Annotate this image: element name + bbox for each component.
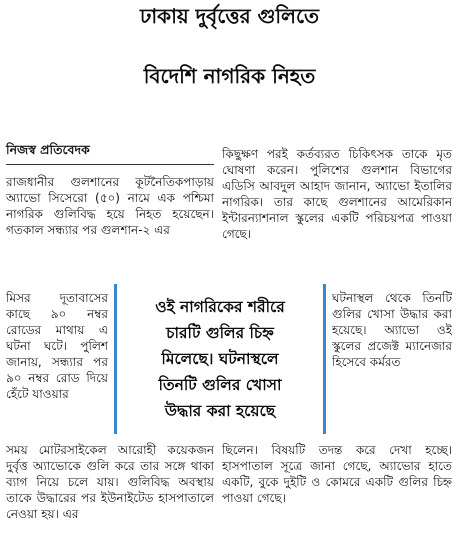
- body-text-bottom-left: সময় মোটরসাইকেল আরোহী কয়েকজন দুর্বৃত্ত অ্যাভোকে গুলি করে তার সঙ্গে থাকা ব্যাগ নিয়ে চলে যায়। গুলিবিদ্ধ অবস্থায় তাকে উদ্ধারের পর ইউনাইটেড হাসপাতালে নেওয়া হয়। এর: [6, 443, 214, 521]
- body-text-left-top: রাজধানীর গুলশানের কূটনৈতিকপাড়ায় অ্যাভো সিসেরো (৫০) নামে এক পশ্চিমা নাগরিক গুলিবিদ্ধ হয়ে নিহত হয়েছেন। গতকাল সন্ধ্যার পর গুলশান-২ এর: [6, 175, 214, 237]
- pull-quote: [114, 284, 326, 434]
- pull-quote-line: তিনটি গুলির খোসা: [158, 376, 282, 394]
- pull-quote-line: ওই নাগরিকের শরীরে: [155, 298, 285, 316]
- body-text-right-top: কিছুক্ষণ পরই কর্তব্যরত চিকিৎসক তাকে মৃত ঘোষণা করেন। পুলিশের গুলশান বিভাগের এডিসি আবদুল আহাদ জানান, অ্যাভো ইতালির নাগরিক। তার কাছে গুলশানের আমেরিকান ইন্টারন্যাশনাল স্কুলের একটি পরিচয়পত্র পাওয়া গেছে।: [222, 147, 452, 241]
- body-text-right-mid: ঘটনাস্থল থেকে তিনটি গুলির খোসা উদ্ধার করা হয়েছে। অ্যাভো ওই স্কুলের প্রজেক্ট ম্যানেজার হিসেবে কর্মরত: [332, 291, 452, 369]
- headline-line-1: ঢাকায় দুর্বৃত্তের গুলিতে: [140, 4, 319, 28]
- pull-quote-line: মিলেছে। ঘটনাস্থলে: [161, 350, 279, 368]
- body-text-bottom-right: ছিলেন। বিষয়টি তদন্ত করে দেখা হচ্ছে। হাসপাতাল সূত্রে জানা গেছে, অ্যাভোর হাতে একটি, বুকে দুইটি ও কোমরে একটি গুলির চিহ্ন পাওয়া গেছে।: [222, 443, 452, 505]
- pull-quote-line: চারটি গুলির চিহ্ন: [166, 324, 274, 342]
- pull-quote-line: উদ্ধার করা হয়েছে: [164, 402, 276, 420]
- headline-line-2: বিদেশি নাগরিক নিহত: [143, 64, 316, 88]
- body-text-left-mid: মিসর দূতাবাসের কাছে ৯০ নম্বর রোডের মাথায় এ ঘটনা ঘটে। পুলিশ জানায়, সন্ধ্যার পর ৯০ নম্বর রোড দিয়ে হেঁটে যাওয়ার: [6, 291, 108, 401]
- byline: নিজস্ব প্রতিবেদক: [6, 142, 214, 165]
